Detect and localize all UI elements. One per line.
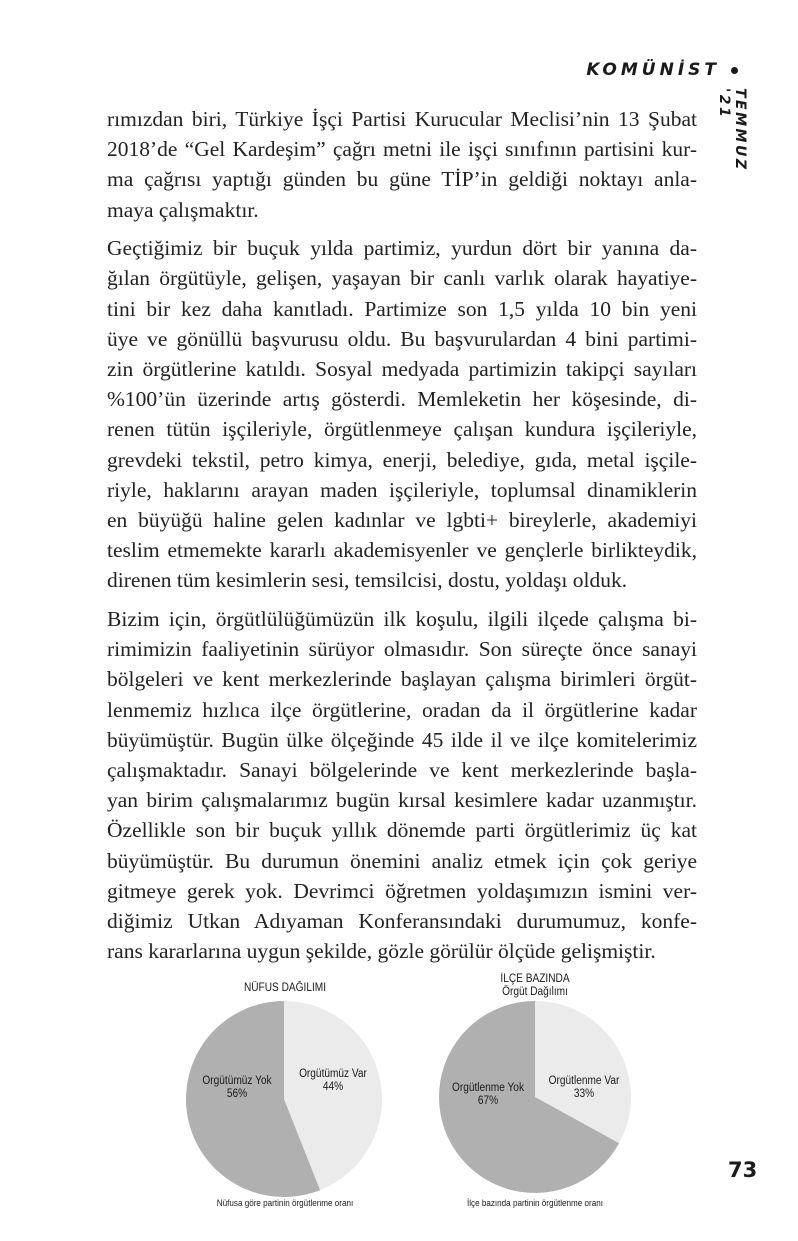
text-line: renen tütün işçileriyle, örgütlenmeye çalışan kundura işçileriyle,	[107, 417, 697, 442]
text-line: rans kararlarına uygun şekilde, gözle görülür ölçüde gelişmiştir.	[107, 939, 656, 964]
text-line: maya çalışmaktır.	[107, 197, 259, 222]
issue-date: TEMMUZ '21	[716, 88, 748, 172]
text-line: büyümüştür. Bugün ülke ölçeğinde 45 ilde il ve ilçe komitelerimiz	[107, 727, 697, 752]
text-line: gitmeye gerek yok. Devrimci öğretmen yoldaşımızın ismini ver-	[107, 878, 697, 903]
text-line: %100’ün üzerinde artış gösterdi. Memleketin her köşesinde, di-	[107, 387, 697, 412]
slice-label-no: Örgütümüz Var 44%	[299, 1068, 367, 1093]
slice-label-no: Örgütlenme Yok 67%	[451, 1082, 525, 1107]
text-line: riyle, haklarını arayan maden işçileriyle, toplumsal dinamiklerin	[107, 477, 697, 502]
text-line: büyümüştür. Bu durumun önemini analiz etmek için çok geriye	[107, 848, 697, 873]
paragraph-3	[107, 604, 697, 966]
text-line: yan birim çalışmalarımız bugün kırsal kesimlere kadar uzanmıştır.	[107, 788, 697, 813]
chart-caption: Nüfusa göre partinin örgütlenme oranı	[216, 1198, 354, 1208]
text-line: ğılan örgütüyle, gelişen, yaşayan bir canlı varlık olarak hayatiye-	[107, 266, 697, 291]
pie-chart-population	[180, 975, 390, 1215]
slice-label-yes: Örgütlenme Var 33%	[548, 1075, 620, 1100]
text-line: diğimiz Utkan Adıyaman Konferansındaki durumumuz, konfe-	[107, 909, 697, 934]
text-line: bölgeleri ve kent merkezlerinde başlayan çalışma birimleri örgüt-	[107, 667, 697, 692]
text-line: Özellikle son bir buçuk yıllık dönemde parti örgütlerimiz üç kat	[107, 818, 697, 843]
text-line: rimimizin faaliyetinin sürüyor olmasıdır. Son süreçte önce sanayi	[107, 637, 697, 662]
page-number: 73	[728, 1158, 758, 1182]
paragraph-2	[107, 233, 697, 595]
text-line: lenmemiz hızlıca ilçe örgütlerine, oradan da il örgütlerine kadar	[107, 697, 697, 722]
text-line: direnen tüm kesimlerin sesi, temsilcisi, dostu, yoldaşı olduk.	[107, 568, 628, 593]
bullet-separator-icon	[731, 67, 738, 74]
text-line: tini bir kez daha kanıtladı. Partimize son 1,5 yılda 10 bin yeni	[107, 296, 697, 321]
text-line: zin örgütlerine katıldı. Sosyal medyada partimizin takipçi sayıları	[107, 357, 697, 382]
chart-caption: İlçe bazında partinin örgütlenme oranı	[467, 1198, 603, 1208]
text-line: rımızdan biri, Türkiye İşçi Partisi Kurucular Meclisi’nin 13 Şubat	[107, 107, 697, 131]
chart-title: NÜFUS DAĞILIMI	[243, 982, 327, 994]
text-line: çalışmaktadır. Sanayi bölgelerinde ve kent merkezlerinde başla-	[107, 758, 697, 783]
text-line: Bizim için, örgütlülüğümüzün ilk koşulu, ilgili ilçede çalışma bi-	[107, 607, 697, 632]
text-line: üye ve gönüllü başvurusu oldu. Bu başvurulardan 4 bini partimi-	[107, 326, 697, 351]
text-line: Geçtiğimiz bir buçuk yılda partimiz, yurdun dört bir yanına da-	[107, 236, 697, 261]
text-line: 2018’de “Gel Kardeşim” çağrı metni ile işçi sınıfının partisini kur-	[107, 137, 697, 162]
article-body	[107, 104, 697, 975]
slice-label-yes: Örgütümüz Yok 56%	[202, 1075, 272, 1100]
magazine-title: KOMÜNİST	[586, 60, 720, 80]
text-line: teslim etmemekte kararlı akademisyenler ve gençlerle birlikteydik,	[107, 538, 697, 563]
text-line: ma çağrısı yaptığı günden bu güne TİP’in geldiği noktayı anla-	[107, 167, 697, 192]
text-line: grevdeki tekstil, petro kimya, enerji, belediye, gıda, metal işçile-	[107, 447, 697, 472]
chart-title: İLÇE BAZINDA Örgüt Dağılımı	[500, 973, 570, 998]
paragraph-1	[107, 104, 697, 225]
pie-chart-district	[430, 970, 640, 1215]
text-line: en büyüğü haline gelen kadınlar ve lgbti+ bireylerle, akademiyi	[107, 508, 697, 533]
